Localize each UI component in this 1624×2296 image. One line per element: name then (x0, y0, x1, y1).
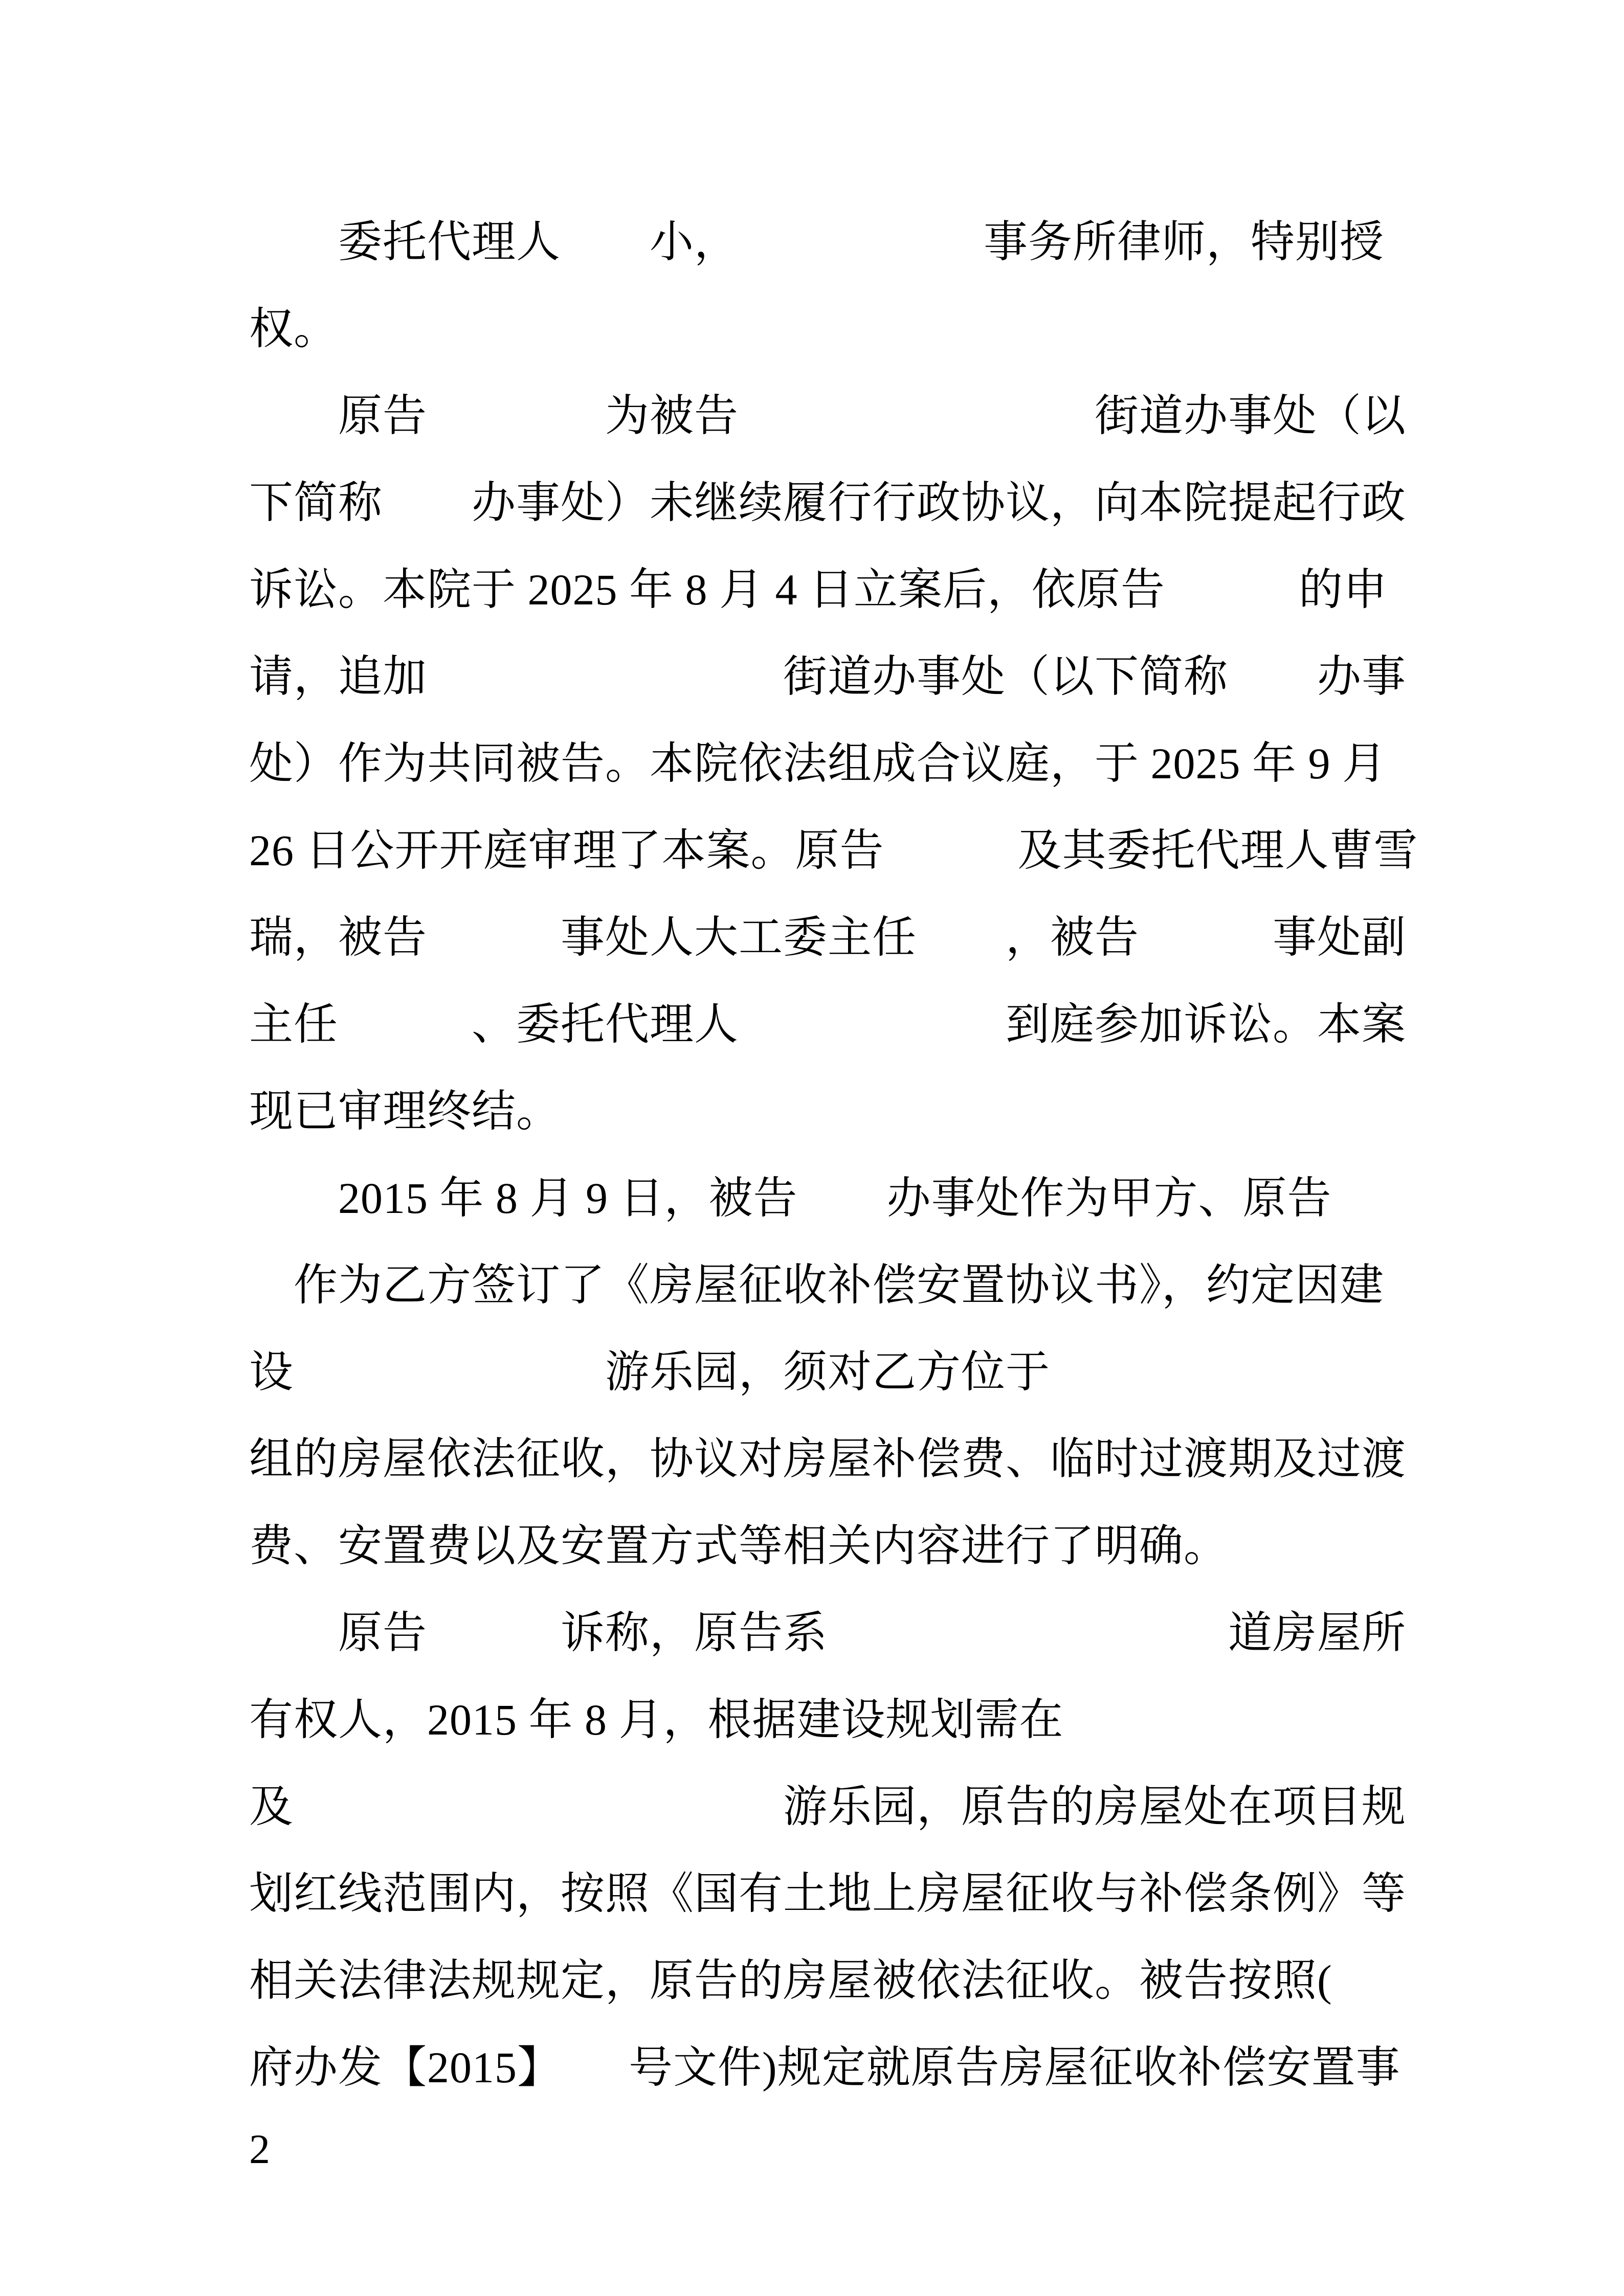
line-11: 现已审理终结。 (249, 1087, 561, 1136)
line-16: 费、安置费以及安置方式等相关内容进行了明确。 (249, 1521, 1228, 1570)
line-08: 26 日公开开庭审理了本案。原告 及其委托代理人曹雪 (249, 826, 1418, 875)
page-number: 2 (249, 2126, 270, 2172)
line-20: 划红线范围内，按照《国有土地上房屋征收与补偿条例》等 (249, 1869, 1406, 1918)
document-body-text (249, 198, 1441, 2111)
line-14: 设 游乐园，须对乙方位于 (249, 1347, 1050, 1397)
line-22: 府办发【2015】 号文件)规定就原告房屋征收补偿安置事 (249, 2043, 1400, 2092)
line-09: 瑞，被告 事处人大工委主任 ，被告 事处副 (249, 913, 1406, 962)
line-07: 处）作为共同被告。本院依法组成合议庭，于 2025 年 9 月 (249, 739, 1387, 788)
line-17: 原告 诉称，原告系 道房屋所 (249, 1608, 1406, 1657)
line-02: 权。 (249, 304, 338, 353)
line-18: 有权人，2015 年 8 月，根据建设规划需在 (249, 1695, 1064, 1744)
line-12: 2015 年 8 月 9 日，被告 办事处作为甲方、原告 (249, 1174, 1332, 1223)
line-06: 请，追加 街道办事处（以下简称 办事 (249, 652, 1406, 701)
line-01: 委托代理人 小， 事务所律师，特别授 (249, 217, 1384, 266)
line-13: 作为乙方签订了《房屋征收补偿安置协议书》，约定因建 (249, 1260, 1384, 1310)
line-19: 及 游乐园，原告的房屋处在项目规 (249, 1782, 1406, 1831)
line-03: 原告 为被告 街道办事处（以 (249, 391, 1406, 440)
line-04: 下简称 办事处）未继续履行行政协议，向本院提起行政 (249, 478, 1406, 527)
line-15: 组的房屋依法征收，协议对房屋补偿费、临时过渡期及过渡 (249, 1434, 1406, 1483)
line-05: 诉讼。本院于 2025 年 8 月 4 日立案后，依原告 的申 (249, 565, 1388, 614)
line-21: 相关法律法规规定，原告的房屋被依法征收。被告按照( (249, 1956, 1332, 2005)
line-10: 主任 、委托代理人 到庭参加诉讼。本案 (249, 1000, 1406, 1049)
